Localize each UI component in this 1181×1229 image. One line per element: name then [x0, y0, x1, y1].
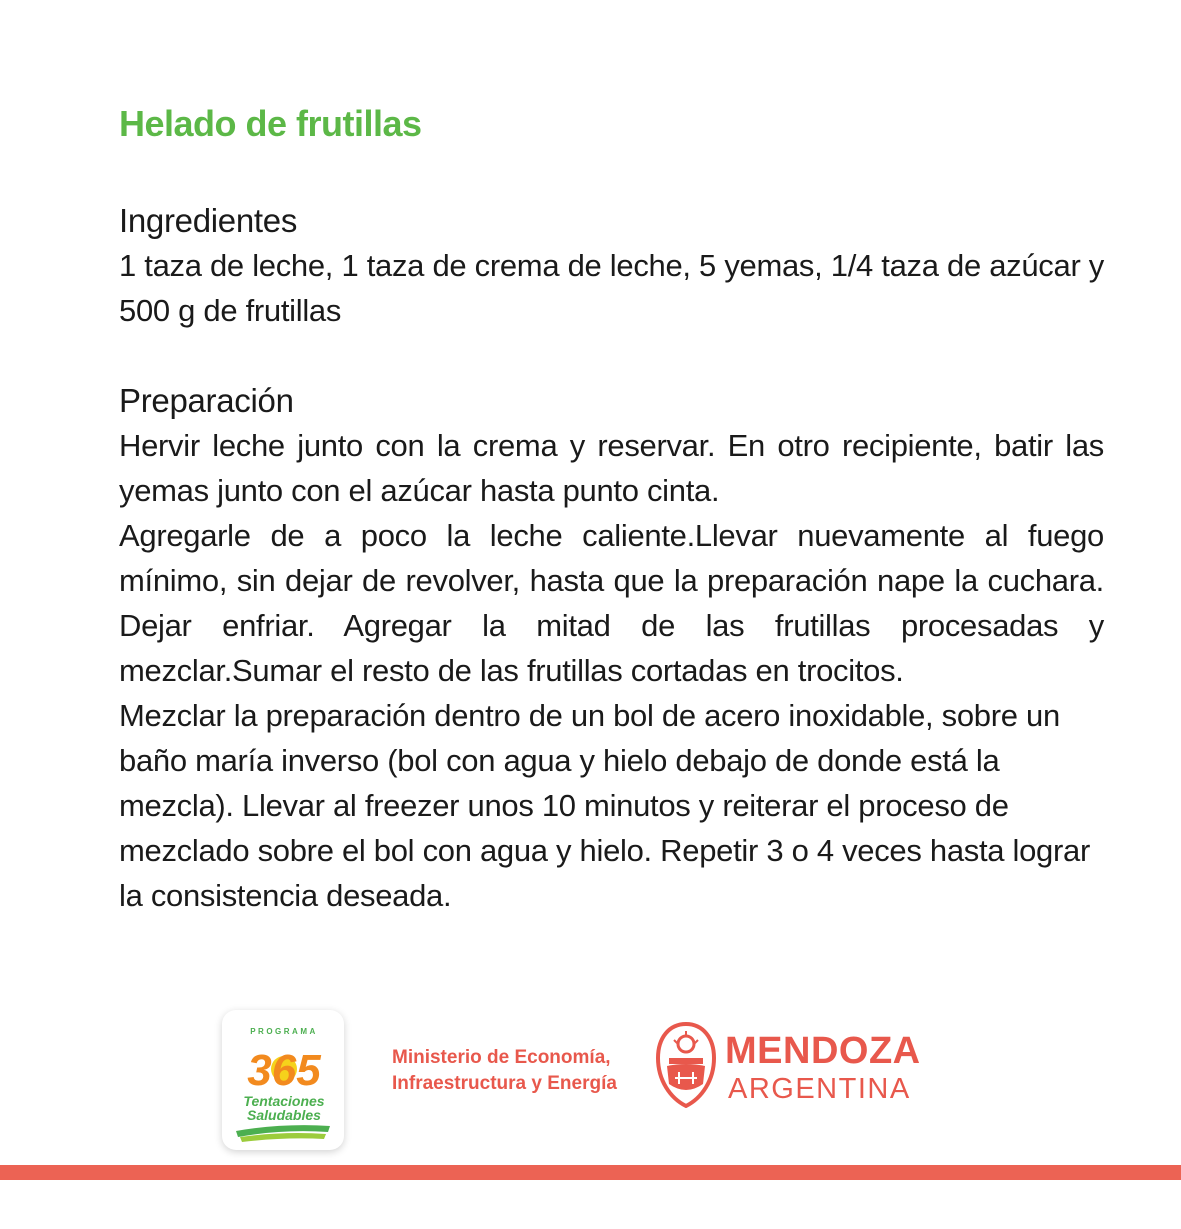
mendoza-coat-of-arms-icon [655, 1022, 717, 1108]
mendoza-wordmark [725, 1030, 921, 1106]
ministry-line-1: Ministerio de Economía, [392, 1047, 611, 1068]
footer-logos [0, 1000, 1181, 1160]
programa-365-graphic [222, 1010, 344, 1150]
badge-line-2: Saludables [247, 1107, 321, 1123]
recipe-card [119, 98, 1104, 918]
bottom-accent-bar [0, 1165, 1181, 1180]
preparation-step: Agregarle de a poco la leche caliente.Llevar nuevamente al fuego mínimo, sin dejar de revolver, hasta que la preparación nape la cuchara. Dejar enfriar. Agregar la mitad de las frutillas procesadas y mezclar.Sumar el resto de las frutillas cortadas en trocitos. [119, 518, 1104, 688]
programa-365-logo [222, 1010, 344, 1150]
ingredients-heading: Ingredientes [119, 202, 298, 239]
preparation-step: Mezclar la preparación dentro de un bol de acero inoxidable, sobre un baño maría inverso (bol con agua y hielo debajo de donde está la mezcla). Llevar al freezer unos 10 minutos y reiterar el proceso de mezclado sobre el bol con agua y hielo. Repetir 3 o 4 veces hasta lograr la consistencia deseada. [119, 698, 1090, 913]
badge-line-1: Tentaciones [243, 1093, 325, 1109]
ministry-line-2: Infraestructura y Energía [392, 1073, 617, 1094]
badge-number: 365 [247, 1046, 321, 1095]
province-name: MENDOZA [725, 1030, 921, 1072]
recipe-title: Helado de frutillas [119, 103, 422, 144]
badge-program-label: PROGRAMA [250, 1027, 318, 1036]
ministry-name [392, 1045, 617, 1097]
country-name: ARGENTINA [728, 1073, 911, 1105]
preparation-heading: Preparación [119, 382, 294, 419]
preparation-step: Hervir leche junto con la crema y reservar. En otro recipiente, batir las yemas junto con el azúcar hasta punto cinta. [119, 428, 1104, 508]
ingredients-text: 1 taza de leche, 1 taza de crema de leche, 5 yemas, 1/4 taza de azúcar y 500 g de frutillas [119, 248, 1104, 328]
